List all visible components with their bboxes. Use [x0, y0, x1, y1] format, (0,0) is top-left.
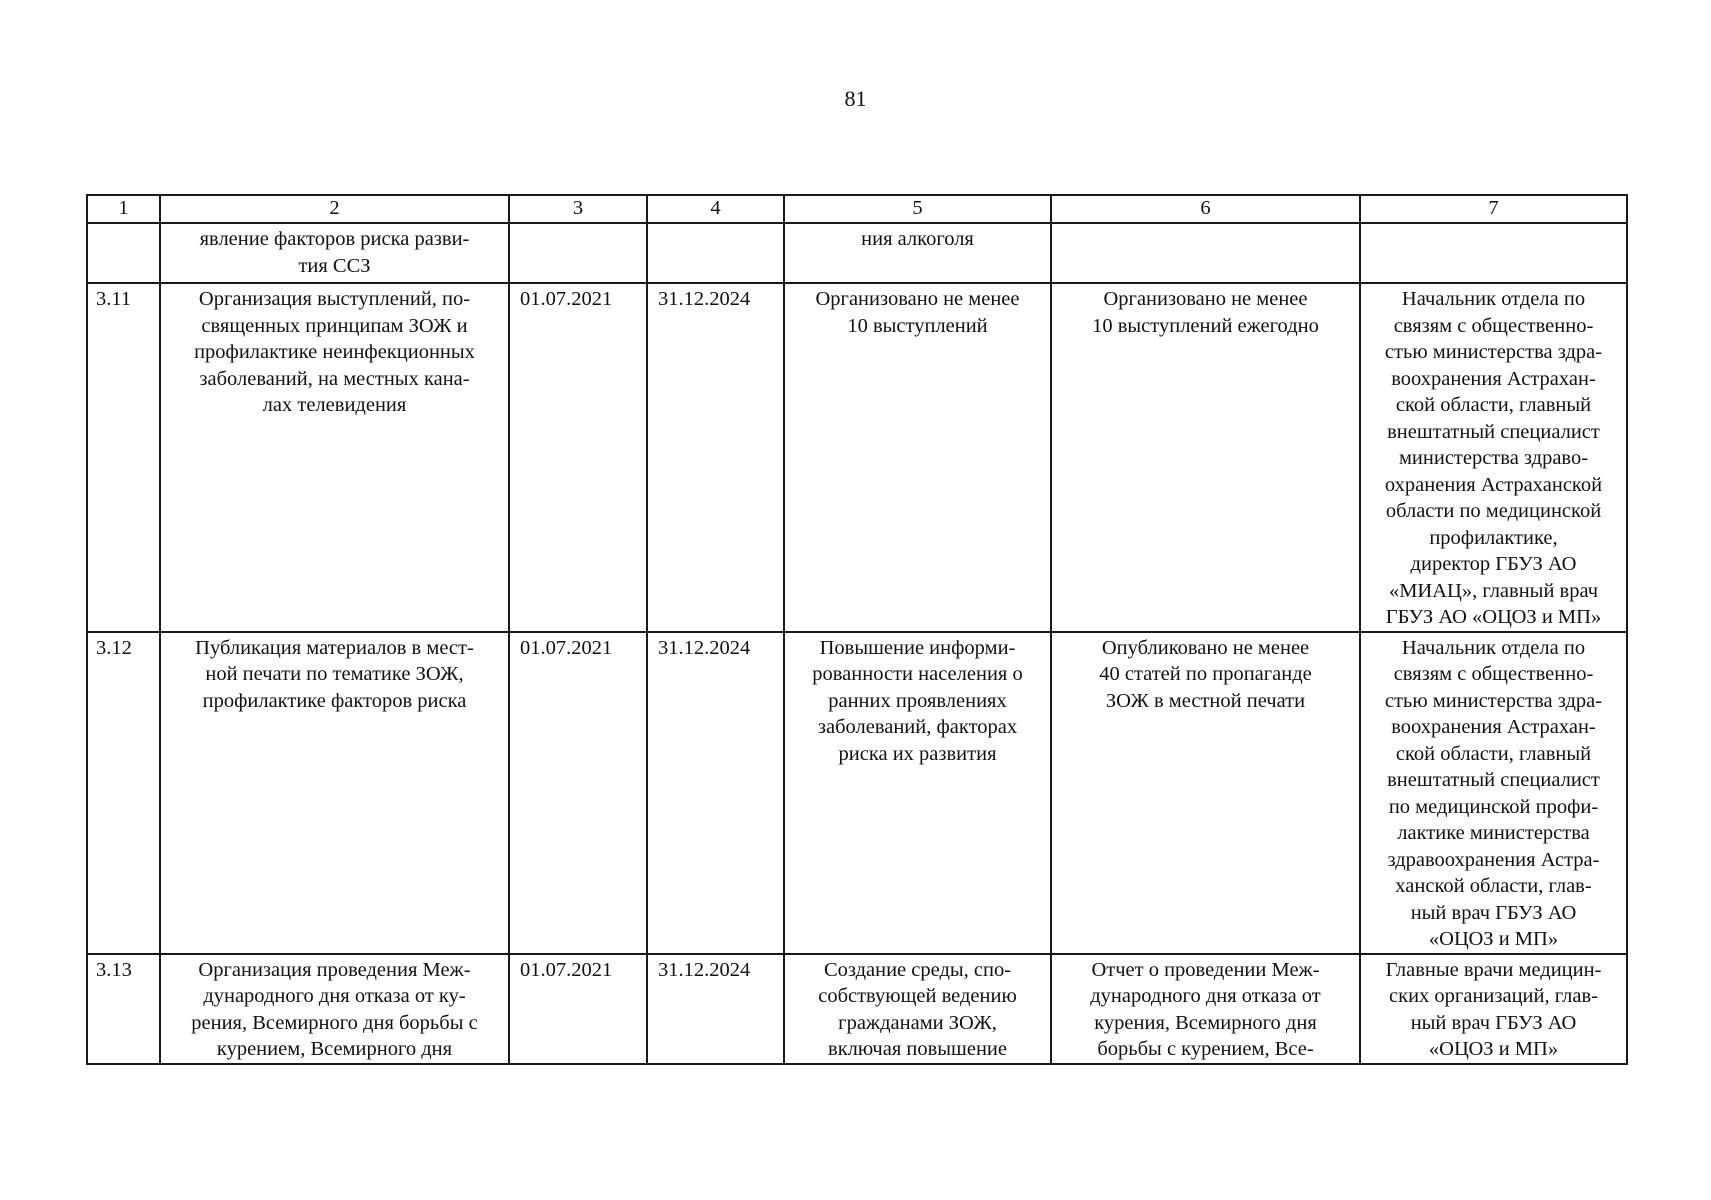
column-header-7: 7	[1360, 195, 1627, 223]
result-cell: ния алкоголя	[784, 223, 1051, 283]
row-number: 3.13	[87, 954, 160, 1064]
row-number	[87, 223, 160, 283]
column-header-5: 5	[784, 195, 1051, 223]
responsible-cell: Начальник отдела по связям с общественно- стью министерства здра- воохранения Астрахан- ской области, главный внештатный специалист министерства здраво- охранения Астраханской области по медицинской профилактике, директор ГБУЗ АО «МИАЦ», главный врач ГБУЗ АО «ОЦОЗ и МП»	[1360, 283, 1627, 632]
indicator-cell	[1051, 223, 1360, 283]
start-date-cell: 01.07.2021	[509, 632, 647, 954]
table-row	[87, 632, 1627, 954]
page-number: 81	[844, 86, 867, 111]
table-row	[87, 954, 1627, 1064]
start-date-cell: 01.07.2021	[509, 283, 647, 632]
activity-cell: явление факторов риска разви- тия ССЗ	[160, 223, 509, 283]
responsible-cell: Начальник отдела по связям с общественно- стью министерства здра- воохранения Астрахан- ской области, главный внештатный специалист по медицинской профи- лактике министерства здравоохранения Астра- ханской области, глав- ный врач ГБУЗ АО «ОЦОЗ и МП»	[1360, 632, 1627, 954]
activity-cell: Организация проведения Меж- дународного дня отказа от ку- рения, Всемирного дня борьбы с курением, Всемирного дня	[160, 954, 509, 1064]
column-header-6: 6	[1051, 195, 1360, 223]
plan-table	[86, 194, 1628, 1065]
column-header-4: 4	[647, 195, 784, 223]
responsible-cell	[1360, 223, 1627, 283]
table-row	[87, 283, 1627, 632]
column-header-1: 1	[87, 195, 160, 223]
column-header-3: 3	[509, 195, 647, 223]
start-date-cell	[509, 223, 647, 283]
end-date-cell: 31.12.2024	[647, 632, 784, 954]
column-number-row	[87, 195, 1627, 223]
indicator-cell: Отчет о проведении Меж- дународного дня отказа от курения, Всемирного дня борьбы с курением, Все-	[1051, 954, 1360, 1064]
end-date-cell: 31.12.2024	[647, 283, 784, 632]
result-cell: Создание среды, спо- собствующей ведению гражданами ЗОЖ, включая повышение	[784, 954, 1051, 1064]
table-row	[87, 223, 1627, 283]
end-date-cell: 31.12.2024	[647, 954, 784, 1064]
indicator-cell: Опубликовано не менее 40 статей по пропаганде ЗОЖ в местной печати	[1051, 632, 1360, 954]
result-cell: Организовано не менее 10 выступлений	[784, 283, 1051, 632]
responsible-cell: Главные врачи медицин- ских организаций, глав- ный врач ГБУЗ АО «ОЦОЗ и МП»	[1360, 954, 1627, 1064]
indicator-cell: Организовано не менее 10 выступлений ежегодно	[1051, 283, 1360, 632]
result-cell: Повышение информи- рованности населения о ранних проявлениях заболеваний, факторах риска их развития	[784, 632, 1051, 954]
row-number: 3.11	[87, 283, 160, 632]
end-date-cell	[647, 223, 784, 283]
activity-cell: Публикация материалов в мест- ной печати по тематике ЗОЖ, профилактике факторов риска	[160, 632, 509, 954]
row-number: 3.12	[87, 632, 160, 954]
column-header-2: 2	[160, 195, 509, 223]
start-date-cell: 01.07.2021	[509, 954, 647, 1064]
activity-cell: Организация выступлений, по- священных принципам ЗОЖ и профилактике неинфекционных заболеваний, на местных кана- лах телевидения	[160, 283, 509, 632]
